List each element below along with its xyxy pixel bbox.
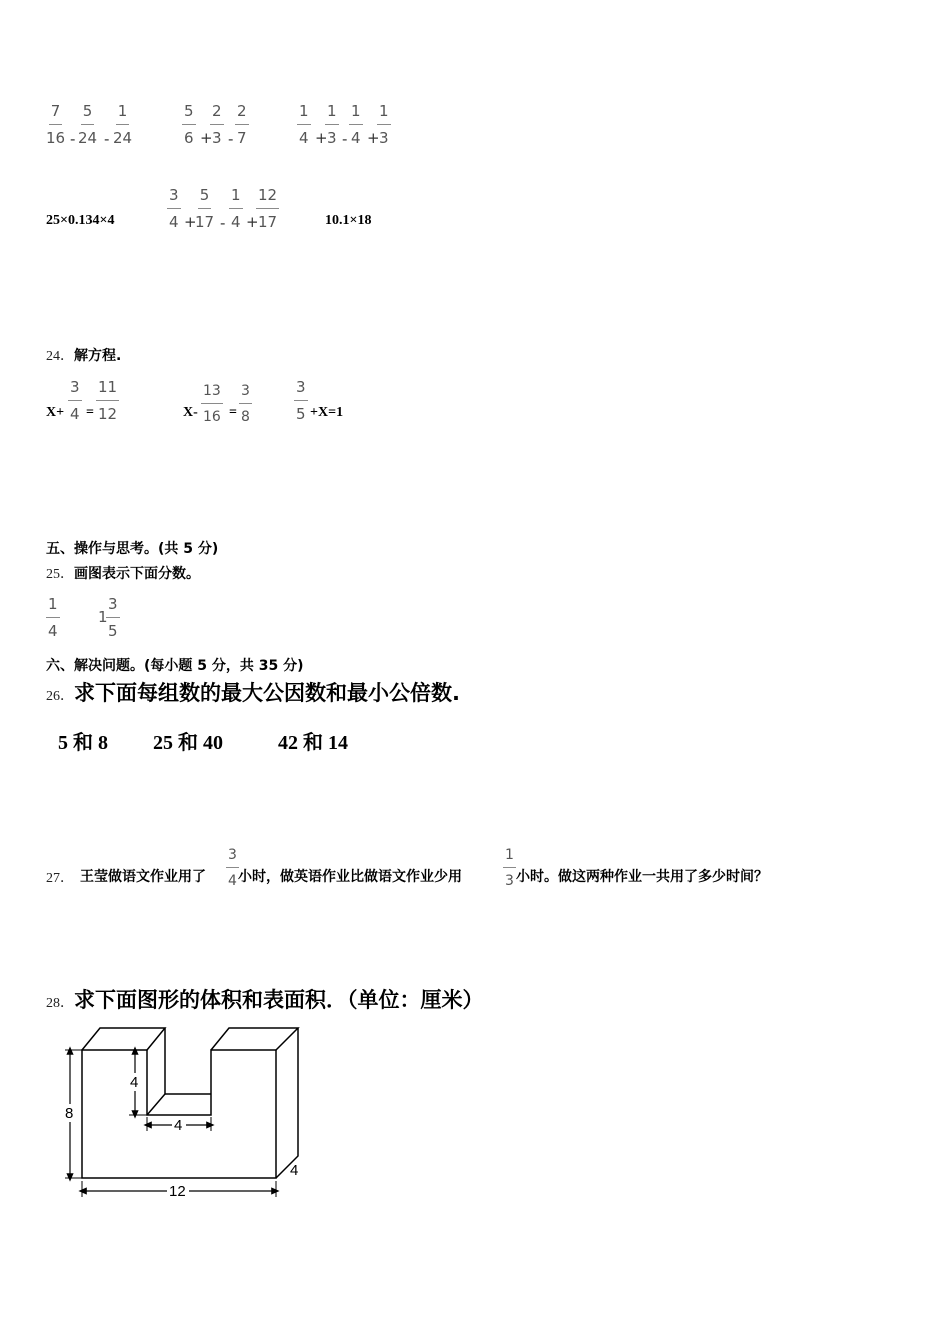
plus-sign: + [246, 213, 259, 231]
notch-width-label: 4 [174, 1117, 183, 1134]
number-pair: 25 和 40 [153, 732, 223, 754]
fraction: $\frac{3}{5}$ [108, 595, 118, 640]
depth-label: 4 [290, 1162, 299, 1179]
length-label: 12 [169, 1183, 186, 1200]
fraction: $\frac{1}{4}$ [231, 186, 241, 231]
question-number: 28． [46, 996, 74, 1011]
minus-sign: - [342, 130, 348, 148]
expression-decimal: 10.1×18 [325, 213, 372, 228]
question-number: 27． [46, 871, 74, 886]
question-24-heading [46, 345, 121, 365]
fraction: $\frac{1}{3}$ [505, 847, 514, 889]
fraction: $\frac{1}{4}$ [48, 595, 58, 640]
mixed-number-whole: 1 [98, 608, 108, 626]
question-text: 小时。做这两种作业一共用了多少时间？ [516, 869, 768, 885]
fraction: $\frac{1}{3}$ [379, 102, 389, 147]
question-text: 王莹做语文作业用了 [80, 869, 206, 885]
fraction: $\frac{5}{24}$ [78, 102, 98, 147]
fraction: $\frac{3}{4}$ [169, 186, 179, 231]
fraction: $\frac{3}{4}$ [228, 847, 237, 889]
fraction: $\frac{3}{5}$ [296, 378, 306, 423]
section-6-title: 六、解决问题。(每小题 5 分，共 35 分) [46, 658, 304, 674]
notch-depth-label: 4 [130, 1074, 139, 1091]
equation-lhs: X+ [46, 405, 65, 420]
plus-sign: + [184, 213, 197, 231]
number-pair: 42 和 14 [278, 732, 348, 754]
question-title: 求下面每组数的最大公因数和最小公倍数. [74, 681, 460, 705]
question-number: 24． [46, 349, 74, 364]
fraction: $\frac{13}{16}$ [203, 383, 221, 425]
fraction: $\frac{11}{12}$ [98, 378, 118, 423]
fraction: $\frac{1}{4}$ [351, 102, 361, 147]
question-number: 26． [46, 689, 74, 704]
question-number: 25． [46, 567, 74, 582]
minus-sign: - [104, 130, 110, 148]
fraction: $\frac{5}{6}$ [184, 102, 194, 147]
fraction: $\frac{1}{3}$ [327, 102, 337, 147]
minus-sign: - [220, 214, 226, 232]
plus-sign: + [315, 129, 328, 147]
question-28-heading [46, 984, 484, 1014]
expression-decimal: 25×0.134×4 [46, 213, 115, 228]
question-26-heading [46, 677, 460, 707]
question-title: 解方程. [74, 348, 122, 364]
u-shaped-solid-figure [55, 1015, 325, 1210]
fraction: $\frac{3}{4}$ [70, 378, 80, 423]
fraction: $\frac{5}{17}$ [195, 186, 215, 231]
plus-sign: + [367, 129, 380, 147]
equation-rhs: +X=1 [310, 405, 344, 420]
question-text: 小时，做英语作业比做语文作业少用 [238, 869, 462, 885]
fraction: $\frac{1}{4}$ [299, 102, 309, 147]
section-5-title: 五、操作与思考。(共 5 分) [46, 541, 219, 557]
question-title: 求下面图形的体积和表面积．（单位：厘米） [74, 988, 484, 1012]
equals-sign: = [86, 405, 94, 420]
fraction: $\frac{1}{24}$ [113, 102, 133, 147]
fraction: $\frac{2}{7}$ [237, 102, 247, 147]
plus-sign: + [200, 129, 213, 147]
minus-sign: - [70, 130, 76, 148]
fraction: $\frac{3}{8}$ [241, 383, 250, 425]
fraction: $\frac{2}{3}$ [212, 102, 222, 147]
height-label: 8 [65, 1105, 74, 1122]
equation-lhs: X- [183, 405, 198, 420]
minus-sign: - [228, 130, 234, 148]
solid-outline [82, 1028, 298, 1178]
question-25-heading [46, 563, 200, 583]
question-title: 画图表示下面分数。 [74, 566, 200, 582]
equals-sign: = [229, 405, 237, 420]
number-pair: 5 和 8 [58, 732, 108, 754]
fraction: $\frac{7}{16}$ [46, 102, 66, 147]
fraction: $\frac{12}{17}$ [258, 186, 278, 231]
